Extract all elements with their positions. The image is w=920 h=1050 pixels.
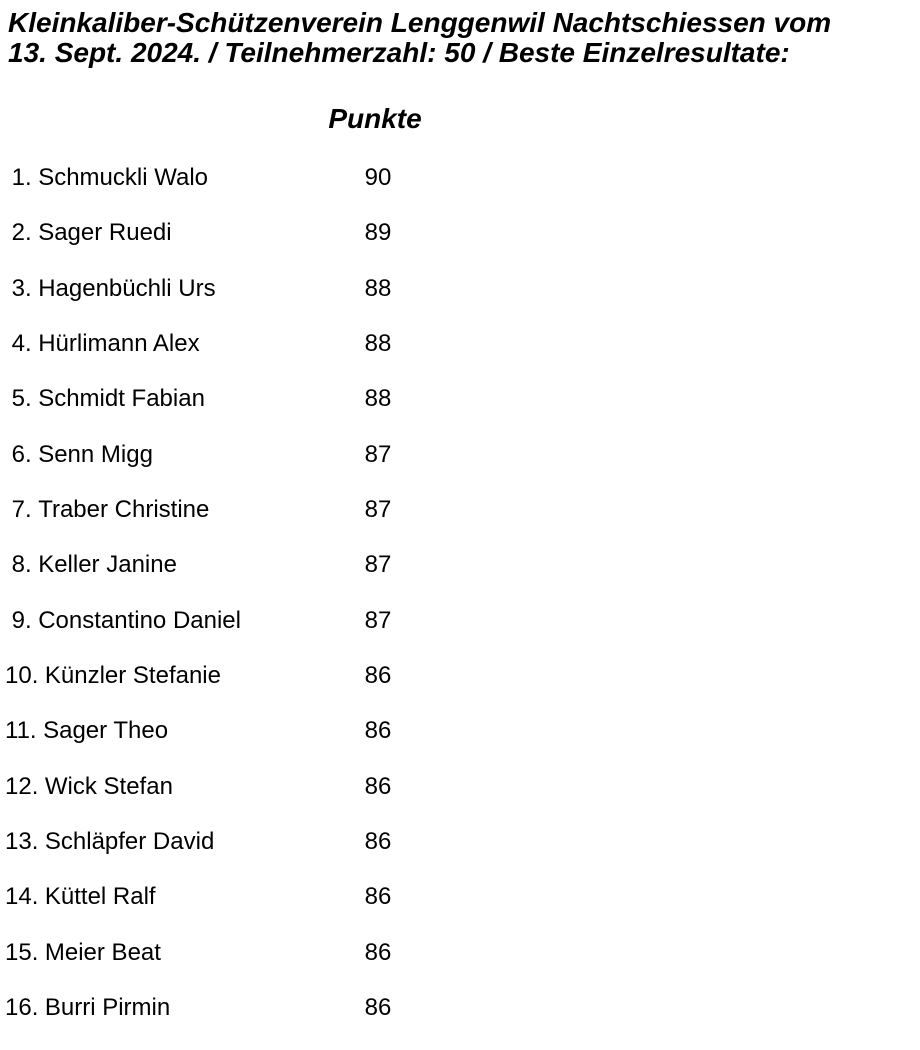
result-points: 86 — [364, 661, 392, 689]
result-points: 88 — [364, 329, 392, 357]
result-name: Traber Christine — [38, 495, 210, 523]
result-points: 87 — [364, 606, 392, 634]
result-rank: 4. — [5, 329, 32, 357]
result-name: Keller Janine — [38, 551, 177, 579]
result-rank: 13. — [5, 827, 39, 855]
result-row — [5, 995, 920, 1050]
document-title-line2: 13. Sept. 2024. / Teilnehmerzahl: 50 / Beste Einzelresultate: — [8, 37, 790, 68]
result-points: 88 — [364, 385, 392, 413]
result-rank: 5. — [5, 385, 32, 413]
result-points: 87 — [364, 495, 392, 523]
result-rank: 8. — [5, 551, 32, 579]
result-row — [5, 220, 920, 275]
result-points: 86 — [364, 772, 392, 800]
result-points: 87 — [364, 551, 392, 579]
result-row — [5, 608, 920, 663]
document-title — [8, 8, 831, 68]
result-name: Schläpfer David — [44, 827, 215, 855]
result-points: 87 — [364, 440, 392, 468]
result-rank: 11. — [5, 717, 37, 745]
result-row — [5, 442, 920, 497]
result-row — [5, 497, 920, 552]
result-name: Sager Theo — [43, 717, 169, 745]
result-row — [5, 718, 920, 773]
result-row — [5, 165, 920, 220]
result-rank: 6. — [5, 440, 32, 468]
result-name: Künzler Stefanie — [44, 661, 221, 689]
result-row — [5, 386, 920, 441]
result-row — [5, 829, 920, 884]
result-points: 88 — [364, 274, 392, 302]
result-row — [5, 940, 920, 995]
result-name: Meier Beat — [44, 938, 161, 966]
result-name: Sager Ruedi — [38, 219, 172, 247]
result-points: 89 — [364, 219, 392, 247]
result-name: Wick Stefan — [44, 772, 173, 800]
result-row — [5, 663, 920, 718]
result-row — [5, 552, 920, 607]
result-rank: 2. — [5, 219, 32, 247]
result-rank: 15. — [5, 938, 39, 966]
result-row — [5, 774, 920, 829]
result-name: Senn Migg — [38, 440, 153, 468]
result-rank: 16. — [5, 993, 39, 1021]
result-points: 86 — [364, 883, 392, 911]
result-name: Schmuckli Walo — [38, 164, 209, 191]
document-title-line1: Kleinkaliber-Schützenverein Lenggenwil Nachtschiessen vom — [8, 7, 832, 38]
result-rank: 12. — [5, 772, 39, 800]
results-list — [5, 165, 920, 1050]
result-row — [5, 331, 920, 386]
result-name: Hürlimann Alex — [38, 329, 200, 357]
result-name: Constantino Daniel — [38, 606, 241, 634]
result-points: 86 — [364, 827, 392, 855]
result-name: Küttel Ralf — [44, 883, 156, 911]
result-row — [5, 884, 920, 939]
points-column-header: Punkte — [328, 103, 422, 134]
result-rank: 7. — [5, 495, 32, 523]
result-rank: 3. — [5, 274, 32, 302]
result-points: 86 — [364, 717, 392, 745]
result-rank: 9. — [5, 606, 32, 634]
result-rank: 1. — [5, 164, 32, 191]
result-rank: 10. — [5, 661, 39, 689]
result-points: 90 — [364, 164, 392, 191]
result-rank: 14. — [5, 883, 39, 911]
result-row — [5, 276, 920, 331]
result-points: 86 — [364, 993, 392, 1021]
result-name: Hagenbüchli Urs — [38, 274, 216, 302]
result-name: Schmidt Fabian — [38, 385, 205, 413]
result-points: 86 — [364, 938, 392, 966]
result-name: Burri Pirmin — [44, 993, 171, 1021]
